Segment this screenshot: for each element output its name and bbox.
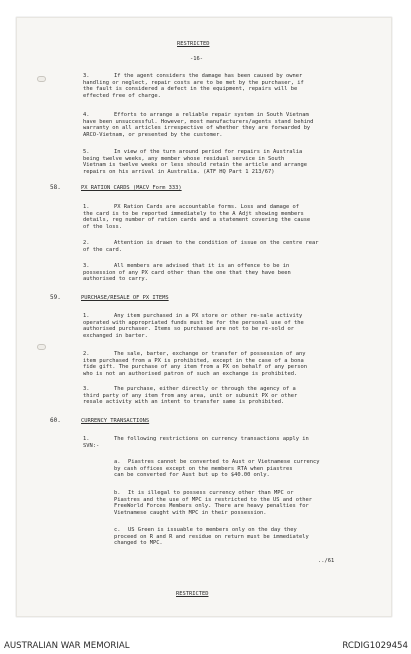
para-line: ARCO-Vietnam, or presented by the customer. xyxy=(83,131,223,138)
classification-header: RESTRICTED xyxy=(177,41,210,47)
archive-institution: AUSTRALIAN WAR MEMORIAL xyxy=(4,641,130,651)
section-title: CURRENCY TRANSACTIONS xyxy=(81,418,150,424)
para-line: If the agent considers the damage has been caused by owner xyxy=(114,73,303,79)
para-line: exchanged in barter. xyxy=(83,332,148,339)
para-line: by cash offices except on the members RTA when piastres xyxy=(114,465,293,472)
para-label: 3. xyxy=(83,386,90,392)
para-line: Vietnamese caught with MPC in their possession. xyxy=(114,509,267,516)
para-line: of the card. xyxy=(83,246,122,253)
para-label: 1. xyxy=(83,313,90,319)
para-line: fide gift. The purchase of any item from a PX on behalf of any person xyxy=(83,364,307,370)
para-line: FreeWorld Forces Members only. There are heavy penalties for xyxy=(114,503,309,509)
para-line: warranty on all articles irrespective of whether they are forwarded by xyxy=(83,125,311,131)
document-page xyxy=(16,17,392,617)
sub-para-label: b. xyxy=(114,490,121,496)
para-line: In view of the turn around period for repairs in Australia xyxy=(114,149,303,155)
para-line: effected free of charge. xyxy=(83,92,161,99)
para-line: Any item purchased in a PX store or other re-sale activity xyxy=(114,313,303,319)
classification-footer: RESTRICTED xyxy=(176,591,209,597)
archive-reference: RCDIG1029454 xyxy=(342,641,408,651)
para-line: The sale, barter, exchange or transfer of possession of any xyxy=(114,351,306,357)
para-line: being twelve weeks, any member whose residual service in South xyxy=(83,155,285,162)
para-line: who is not an authorised patron of such an exchange is prohibited. xyxy=(83,370,298,377)
continuation-marker: ../61 xyxy=(318,558,335,564)
para-line: changed to MPC. xyxy=(114,540,163,546)
para-line: can be converted for Aust but up to $40.00 only. xyxy=(114,472,270,478)
para-line: possession of any PX card other than the one that they have been xyxy=(83,269,291,276)
section-title: PX RATION CARDS (MACV Form 333) xyxy=(81,185,182,191)
para-line: Attention is drawn to the condition of issue on the centre rear xyxy=(114,240,319,246)
para-line: have been unsuccessful. However, most manufacturers/agents stand behind xyxy=(83,118,314,125)
section-number: 59. xyxy=(50,294,61,301)
punch-hole xyxy=(37,76,46,82)
para-line: Piastres cannot be converted to Aust or Vietnamese currency xyxy=(128,459,320,465)
section-number: 60. xyxy=(50,417,61,424)
para-line: details, reg number of ration cards and a statement covering the cause xyxy=(83,217,311,223)
para-line: third party of any item from any area, unit or subunit PX or other xyxy=(83,392,298,399)
para-line: All members are advised that it is an offence to be in xyxy=(114,263,290,269)
archive-footer xyxy=(0,637,411,654)
para-line: Efforts to arrange a reliable repair system in South Vietnam xyxy=(114,112,309,118)
punch-hole xyxy=(37,344,46,350)
para-label: 3. xyxy=(83,73,90,79)
sub-para-label: a. xyxy=(114,459,121,465)
para-line: authorised purchaser. Items so purchased are not to be re-sold or xyxy=(83,326,294,332)
para-line: repairs on his arrival in Australia. (ATF HQ Part 1 213/67) xyxy=(83,168,275,175)
para-line: item purchased from a PX is prohibited, except in the case of a bona xyxy=(83,357,304,364)
para-line: the card is to be reported immediately to the A Adjt showing members xyxy=(83,210,304,217)
para-label: 1. xyxy=(83,204,90,210)
para-line: PX Ration Cards are accountable forms. Loss and damage of xyxy=(114,204,299,210)
para-line: the fault is considered a defect in the equipment, repairs will be xyxy=(83,86,298,92)
para-line: of the loss. xyxy=(83,223,122,230)
para-label: 2. xyxy=(83,240,90,246)
para-line: The purchase, either directly or through the agency of a xyxy=(114,386,296,392)
para-line: authorised to carry. xyxy=(83,276,148,282)
sub-para-label: c. xyxy=(114,527,121,533)
para-label: 2. xyxy=(83,351,90,357)
section-title: PURCHASE/RESALE OF PX ITEMS xyxy=(81,295,169,301)
page-number: -16- xyxy=(190,56,203,62)
para-line: Vietnam is twelve weeks or less should retain the article and arrange xyxy=(83,162,307,168)
para-line: operated with appropriated funds must be for the personal use of the xyxy=(83,319,304,326)
para-label: 4. xyxy=(83,112,90,118)
para-line: resale activity with an intent to transfer same is prohibited. xyxy=(83,399,285,405)
para-line: US Green is issuable to members only on the day they xyxy=(128,527,297,533)
para-label: 1. xyxy=(83,436,90,442)
para-line: SVN:- xyxy=(83,442,100,449)
para-label: 3. xyxy=(83,263,90,269)
para-line: handling or neglect, repair costs are to be met by the purchaser, if xyxy=(83,79,304,86)
para-line: The following restrictions on currency transactions apply in xyxy=(114,436,309,442)
para-line: Piastres and the use of MPC is restricted to the US and other xyxy=(114,496,312,503)
section-number: 58. xyxy=(50,184,61,191)
para-line: proceed on R and R and residue on return must be immediately xyxy=(114,533,309,540)
para-line: It is illegal to possess currency other than MPC or xyxy=(128,490,294,496)
para-label: 5. xyxy=(83,149,90,155)
